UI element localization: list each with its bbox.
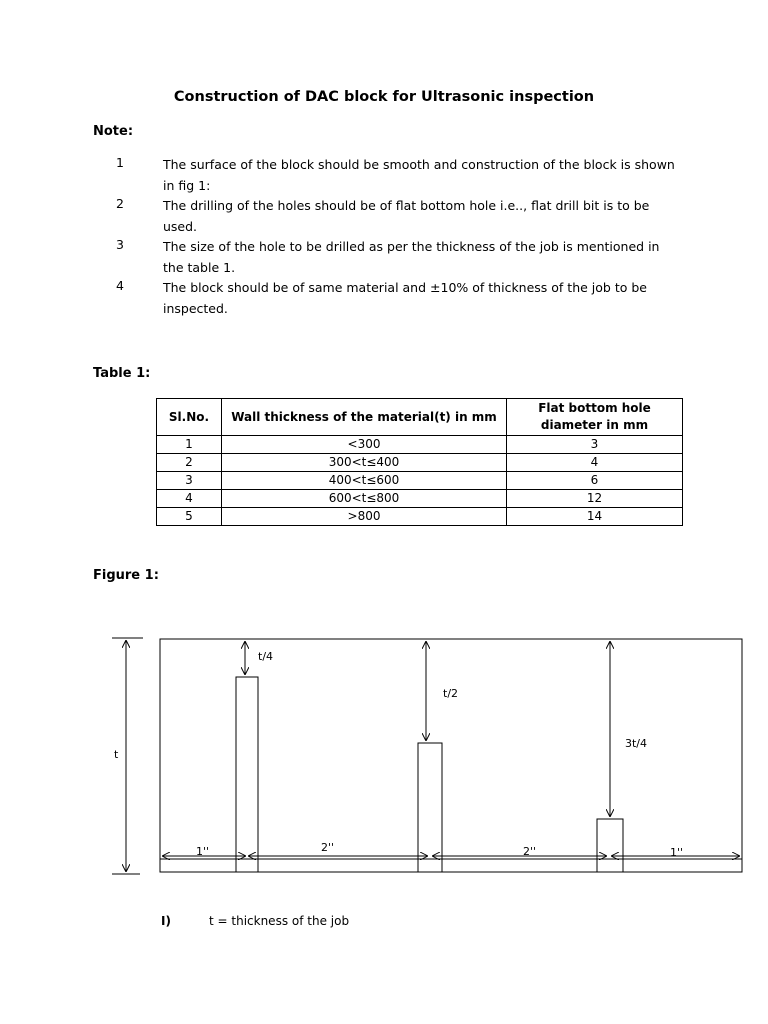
cell-sl-no: 5 — [157, 508, 222, 526]
table-row — [157, 454, 683, 472]
note-label: Note: — [93, 124, 134, 139]
cell-hole-diameter: 14 — [507, 508, 683, 526]
hole-size-table — [156, 398, 683, 526]
cell-hole-diameter: 3 — [507, 436, 683, 454]
header-sl-no: Sl.No. — [157, 399, 222, 436]
table-row — [157, 490, 683, 508]
hole-three-quarter-depth — [597, 819, 623, 872]
cell-sl-no: 2 — [157, 454, 222, 472]
caption-number: I) — [161, 914, 171, 928]
cell-wall-thickness: <300 — [222, 436, 507, 454]
cell-wall-thickness: 400<t≤600 — [222, 472, 507, 490]
spacing-label: 1'' — [196, 845, 210, 858]
note-text: The size of the hole to be drilled as per the thickness of the job is mentioned in the table 1. — [163, 239, 660, 275]
hole-half-depth — [418, 743, 442, 872]
note-number: 1 — [116, 155, 124, 170]
cell-hole-diameter: 6 — [507, 472, 683, 490]
table-header-row — [157, 399, 683, 436]
table-row — [157, 508, 683, 526]
figure-label: Figure 1: — [93, 568, 159, 583]
thickness-label: t — [114, 748, 119, 761]
cell-wall-thickness: 300<t≤400 — [222, 454, 507, 472]
note-number: 4 — [116, 278, 124, 293]
header-hole-diameter: Flat bottom hole diameter in mm — [507, 399, 683, 436]
note-text: The block should be of same material and ±10% of thickness of the job to be inspected. — [163, 280, 647, 316]
cell-sl-no: 4 — [157, 490, 222, 508]
block-outline — [160, 639, 742, 872]
note-text: The surface of the block should be smooth and construction of the block is shown in fig 1: — [163, 157, 675, 193]
hole-depth-label: t/2 — [443, 687, 459, 700]
cell-wall-thickness: 600<t≤800 — [222, 490, 507, 508]
table-row — [157, 472, 683, 490]
hole-depth-label: t/4 — [258, 650, 274, 663]
caption-text: t = thickness of the job — [209, 914, 350, 928]
cell-wall-thickness: >800 — [222, 508, 507, 526]
cell-hole-diameter: 4 — [507, 454, 683, 472]
hole-depth-label: 3t/4 — [625, 737, 648, 750]
hole-quarter-depth — [236, 677, 258, 872]
header-wall-thickness: Wall thickness of the material(t) in mm — [222, 399, 507, 436]
table-label: Table 1: — [93, 366, 151, 381]
cell-hole-diameter: 12 — [507, 490, 683, 508]
cell-sl-no: 3 — [157, 472, 222, 490]
note-text: The drilling of the holes should be of flat bottom hole i.e.., flat drill bit is to be used. — [163, 198, 650, 234]
note-number: 3 — [116, 237, 124, 252]
page-title: Construction of DAC block for Ultrasonic inspection — [173, 89, 595, 105]
dac-block-figure — [0, 600, 768, 900]
spacing-label: 2'' — [523, 845, 537, 858]
table-row — [157, 436, 683, 454]
spacing-label: 2'' — [321, 841, 335, 854]
cell-sl-no: 1 — [157, 436, 222, 454]
spacing-label: 1'' — [670, 846, 684, 859]
note-number: 2 — [116, 196, 124, 211]
